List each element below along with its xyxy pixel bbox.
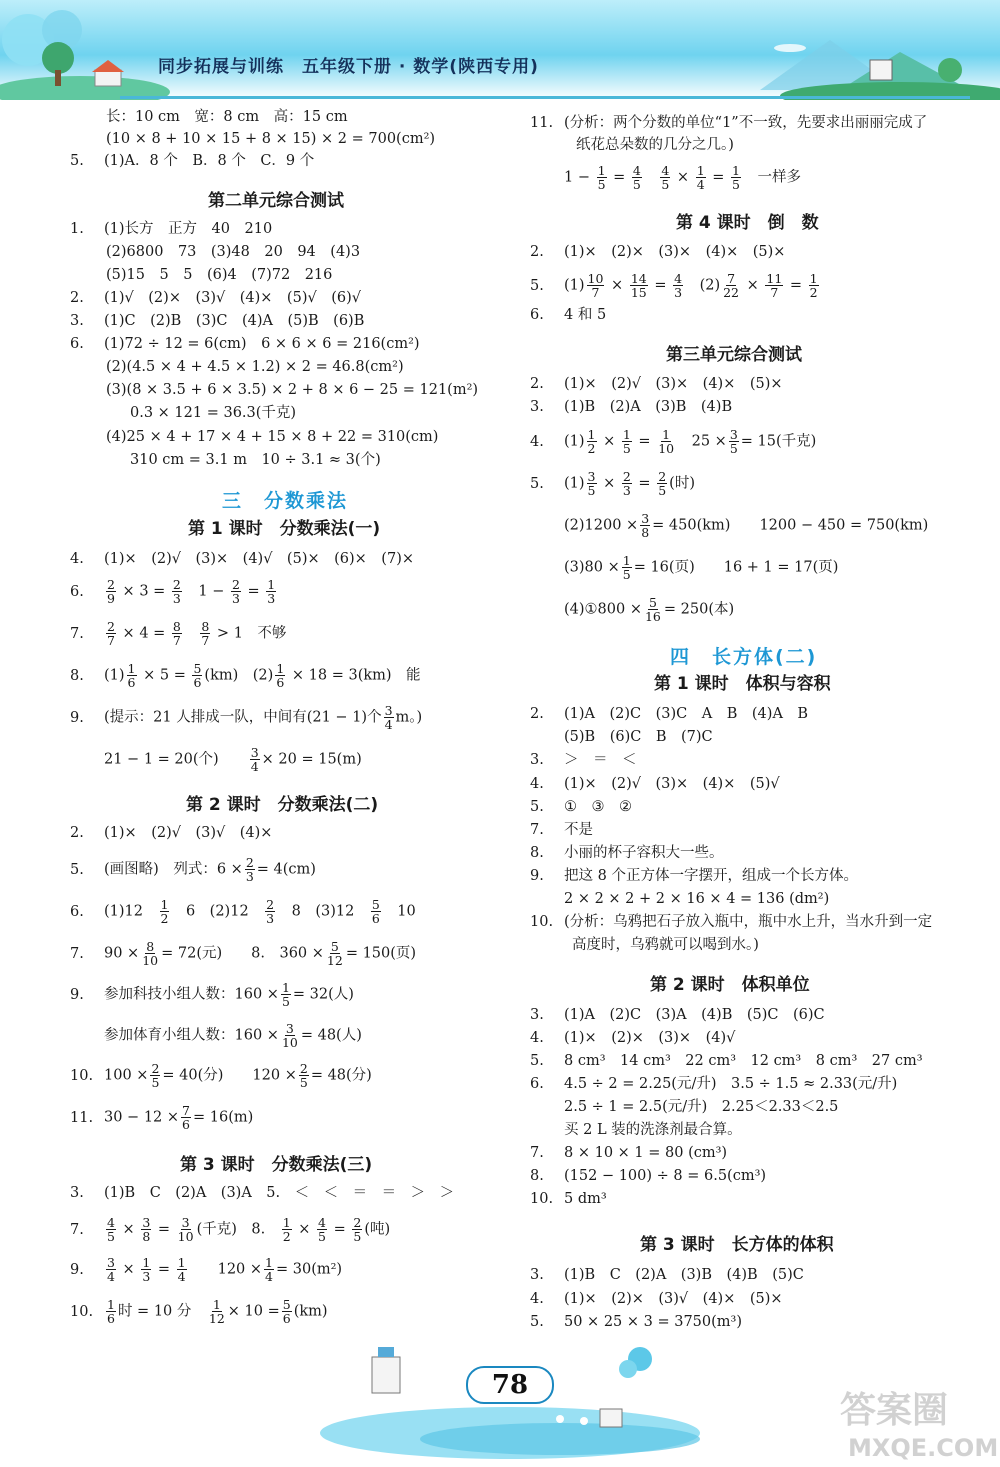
question-number: 8. <box>70 667 84 684</box>
answer-text: (1) $\frac{1}{2}$ × $\frac{1}{5}$ = $\frac{1}{10}$ 25 × $\frac{3}{5}$ = 15(千克) <box>564 427 817 456</box>
question-number: 1. <box>70 221 84 237</box>
question-number: 10. <box>70 1067 94 1084</box>
lesson-title: 第 4 课时 倒 数 <box>676 213 819 233</box>
page-header <box>0 0 1000 100</box>
answer-item-3 <box>70 312 364 330</box>
answer-item-6 <box>70 335 420 353</box>
question-number: 6. <box>70 336 84 352</box>
answer-line <box>70 1022 362 1049</box>
answer-line: 纸花总朵数的几分之几。) <box>576 137 734 153</box>
answer-text: $\frac{4}{5}$ × $\frac{3}{8}$ = $\frac{3}{10}$ (千克) 8. $\frac{1}{2}$ × $\frac{4}{5}$ = $\frac{2}{5}$ (吨) <box>107 1215 391 1244</box>
question-number: 9. <box>70 986 84 1003</box>
question-number: 2. <box>70 825 84 841</box>
answer-text: (1) $\frac{1}{6}$ × 5 = $\frac{5}{6}$ (km) (2) $\frac{1}{6}$ × 18 = 3(km) 能 <box>104 661 421 690</box>
question-number: 9. <box>70 709 84 726</box>
answer-text: (画图略) 列式：6 × $\frac{2}{3}$ = 4(cm) <box>104 855 316 884</box>
answer-text: 参加科技小组人数：160 × $\frac{1}{5}$ = 32(人) <box>104 980 354 1009</box>
question-number: 5. <box>530 1314 544 1330</box>
answer-text: 8 × 10 × 1 = 80 (cm³) <box>564 1145 728 1161</box>
answer-text: (1)12 $\frac{1}{2}$ 6 (2)12 $\frac{2}{3}$ 8 (3)12 $\frac{5}{6}$ 10 <box>104 897 416 926</box>
header-title: 同步拓展与训练 五年级下册 · 数学(陕西专用) <box>158 57 539 77</box>
answer-text: (1)A (2)C (3)A (4)B (5)C (6)C <box>564 1007 825 1023</box>
answer-item-8 <box>70 662 421 689</box>
question-number: 5. <box>70 861 84 878</box>
answer-text: (4)①800 × $\frac{5}{16}$ = 250(本) <box>564 595 735 624</box>
question-number: 5. <box>530 277 544 294</box>
answer-text: (分析：两个分数的单位“1”不一致，先要求出丽丽完成了 <box>564 115 928 131</box>
answer-text: (1) $\frac{3}{5}$ × $\frac{2}{3}$ = $\frac{2}{5}$ (时) <box>564 469 695 498</box>
answer-item-10 <box>70 1062 372 1089</box>
question-number: 2. <box>530 706 544 722</box>
answer-item-9 <box>530 867 858 885</box>
answer-line: 310 cm = 3.1 m 10 ÷ 3.1 ≈ 3(个) <box>130 452 381 468</box>
question-number: 4. <box>530 776 544 792</box>
answer-line <box>530 164 801 191</box>
answer-text: $\frac{2}{9}$ × 3 = $\frac{2}{3}$ 1 − $\frac{2}{3}$ = $\frac{1}{3}$ <box>107 577 276 606</box>
lesson-title: 第 2 课时 体积单位 <box>650 975 810 995</box>
answer-line: 长：10 cm 宽：8 cm 高：15 cm <box>106 109 348 125</box>
question-number: 4. <box>70 551 84 567</box>
answer-text: (1)× (2)× (3)× (4)√ <box>564 1030 736 1046</box>
question-number: 2. <box>530 376 544 392</box>
answer-item-3 <box>530 398 732 416</box>
answer-item-7 <box>70 1216 390 1243</box>
answer-text: 小丽的杯子容积大一些。 <box>564 845 724 861</box>
answer-item-3 <box>530 1266 804 1284</box>
question-number: 2. <box>530 244 544 260</box>
lesson-title: 第 1 课时 分数乘法(一) <box>188 519 381 539</box>
question-number: 5. <box>530 1053 544 1069</box>
answer-line: (2)(4.5 × 4 + 4.5 × 1.2) × 2 = 46.8(cm²) <box>106 359 404 375</box>
answer-item-5 <box>530 470 695 497</box>
answer-item-9 <box>70 1256 342 1283</box>
answer-text: (152 − 100) ÷ 8 = 6.5(cm³) <box>564 1168 767 1184</box>
question-number: 7. <box>70 1221 84 1238</box>
question-number: 4. <box>530 433 544 450</box>
question-number: 10. <box>70 1303 94 1320</box>
answer-item-6 <box>530 1075 897 1093</box>
answer-item-3 <box>70 1184 454 1202</box>
answer-item-5 <box>70 152 314 170</box>
question-number: 6. <box>70 583 84 600</box>
answer-item-7 <box>530 821 593 839</box>
answer-line: (5)15 5 5 (6)4 (7)72 216 <box>106 267 333 283</box>
answer-item-11 <box>530 114 927 132</box>
answer-text: ＞ ＝ ＜ <box>564 752 637 768</box>
answer-line <box>70 746 362 773</box>
answer-text: (3)80 × $\frac{1}{5}$ = 16(页) 16 + 1 = 17(页) <box>564 553 839 582</box>
question-number: 11. <box>70 1109 94 1126</box>
unit-title-3: 三 分数乘法 <box>222 490 349 512</box>
answer-text: (1)B C (2)A (3)A 5. ＜ ＜ ＝ ＝ ＞ ＞ <box>104 1185 455 1201</box>
question-number: 3. <box>70 313 84 329</box>
answer-item-11 <box>70 1104 253 1131</box>
lesson-title: 第 2 课时 分数乘法(二) <box>186 795 379 815</box>
answer-text: (1)× (2)√ (3)√ (4)× <box>104 825 273 841</box>
answer-line <box>530 512 928 539</box>
answer-text: (1)长方 正方 40 210 <box>104 221 273 237</box>
question-number: 5. <box>70 153 84 169</box>
answer-text: (1)A (2)C (3)C A B (4)A B <box>564 706 809 722</box>
lesson-title: 第 3 课时 长方体的体积 <box>640 1235 834 1255</box>
question-number: 3. <box>70 1185 84 1201</box>
answer-line: (2)6800 73 (3)48 20 94 (4)3 <box>106 244 361 260</box>
answer-line: (5)B (6)C B (7)C <box>564 729 713 745</box>
header-landscape-illustration <box>0 0 1000 100</box>
watermark-url: MXQE.COM <box>848 1434 999 1462</box>
answer-text: 90 × $\frac{8}{10}$ = 72(元) 8. 360 × $\frac{5}{12}$ = 150(页) <box>104 939 417 968</box>
answer-text: (2)1200 × $\frac{3}{8}$ = 450(km) 1200 − 450 = 750(km) <box>564 511 929 540</box>
answer-item-7 <box>70 620 286 647</box>
answer-text: $\frac{1}{6}$ 时 = 10 分 $\frac{1}{12}$ × 10 = $\frac{5}{6}$ (km) <box>107 1297 328 1326</box>
question-number: 3. <box>530 399 544 415</box>
section-title-unit3-test: 第三单元综合测试 <box>666 345 802 365</box>
answer-item-7 <box>70 940 416 967</box>
page-number: 78 <box>466 1366 554 1404</box>
answer-text: 5 dm³ <box>564 1191 607 1207</box>
answer-item-2 <box>70 824 272 842</box>
answer-text: (1)A．8 个 B．8 个 C．9 个 <box>104 153 315 169</box>
answer-text: 21 − 1 = 20(个) $\frac{3}{4}$ × 20 = 15(m) <box>104 745 362 774</box>
watermark-logo: 答案圈 <box>840 1390 949 1431</box>
answer-text: (1)72 ÷ 12 = 6(cm) 6 × 6 × 6 = 216(cm²) <box>104 336 420 352</box>
answer-line: (4)25 × 4 + 17 × 4 + 15 × 8 + 22 = 310(cm) <box>106 429 439 445</box>
question-number: 3. <box>530 1267 544 1283</box>
answer-item-9 <box>70 981 354 1008</box>
answer-item-4 <box>530 1029 735 1047</box>
answer-text: 不是 <box>564 822 593 838</box>
question-number: 10. <box>530 1191 554 1207</box>
answer-item-2 <box>530 375 783 393</box>
question-number: 2. <box>70 290 84 306</box>
answer-item-5 <box>530 798 632 816</box>
answer-text: ① ③ ② <box>564 799 632 815</box>
question-number: 11. <box>530 115 554 131</box>
answer-text: 30 − 12 × $\frac{7}{6}$ = 16(m) <box>104 1103 254 1132</box>
answer-item-5 <box>70 856 316 883</box>
answer-text: 100 × $\frac{2}{5}$ = 40(分) 120 × $\frac{2}{5}$ = 48(分) <box>104 1061 372 1090</box>
answer-text: $\frac{2}{7}$ × 4 = $\frac{8}{7}$ $\frac{8}{7}$ > 1 不够 <box>107 619 287 648</box>
answer-text: (1)× (2)√ (3)× (4)× (5)√ <box>564 776 780 792</box>
answer-item-6 <box>530 306 606 324</box>
question-number: 6. <box>530 1076 544 1092</box>
answer-item-8 <box>530 844 724 862</box>
answer-item-2 <box>70 289 361 307</box>
question-number: 9. <box>530 868 544 884</box>
lesson-title: 第 1 课时 体积与容积 <box>654 674 831 694</box>
answer-item-10 <box>530 913 932 931</box>
question-number: 4. <box>530 1291 544 1307</box>
answer-item-1 <box>70 220 272 238</box>
question-number: 5. <box>530 475 544 492</box>
answer-item-3 <box>530 1006 825 1024</box>
lesson-title: 第 3 课时 分数乘法(三) <box>180 1155 373 1175</box>
answer-item-6 <box>70 898 416 925</box>
answer-item-10 <box>530 1190 607 1208</box>
answer-text: (1)√ (2)× (3)√ (4)× (5)√ (6)√ <box>104 290 361 306</box>
answer-item-4 <box>530 1290 783 1308</box>
answer-item-7 <box>530 1144 727 1162</box>
answer-item-5 <box>530 1052 923 1070</box>
answer-text: 4 和 5 <box>564 307 607 323</box>
answer-text: (1)× (2)× (3)× (4)× (5)× <box>564 244 786 260</box>
question-number: 9. <box>70 1261 84 1278</box>
question-number: 8. <box>530 845 544 861</box>
section-title-unit2-test: 第二单元综合测试 <box>208 191 344 211</box>
question-number: 7. <box>70 625 84 642</box>
answer-item-5 <box>530 1313 742 1331</box>
question-number: 6. <box>70 903 84 920</box>
answer-item-6 <box>70 578 278 605</box>
answer-text: (1)× (2)× (3)√ (4)× (5)× <box>564 1291 783 1307</box>
question-number: 3. <box>530 1007 544 1023</box>
answer-item-2 <box>530 705 808 723</box>
answer-text: (1)C (2)B (3)C (4)A (5)B (6)B <box>104 313 365 329</box>
answer-text: 8 cm³ 14 cm³ 22 cm³ 12 cm³ 8 cm³ 27 cm³ <box>564 1053 923 1069</box>
answer-text: 把这 8 个正方体一字摆开，组成一个长方体。 <box>564 868 858 884</box>
answer-text: (分析：乌鸦把石子放入瓶中，瓶中水上升，当水升到一定 <box>564 914 933 930</box>
answer-text: 1 − $\frac{1}{5}$ = $\frac{4}{5}$ $\frac{4}{5}$ × $\frac{1}{4}$ = $\frac{1}{5}$ 一样多 <box>564 163 801 192</box>
answer-line: 2 × 2 × 2 + 2 × 16 × 4 = 136 (dm²) <box>564 891 830 907</box>
answer-text: (1)B (2)A (3)B (4)B <box>564 399 733 415</box>
question-number: 7. <box>530 822 544 838</box>
answer-text: (1)× (2)√ (3)× (4)√ (5)× (6)× (7)× <box>104 551 415 567</box>
answer-text: 50 × 25 × 3 = 3750(m³) <box>564 1314 743 1330</box>
answer-item-9 <box>70 704 422 731</box>
answer-line: 买 2 L 装的洗涤剂最合算。 <box>564 1122 742 1138</box>
question-number: 10. <box>530 914 554 930</box>
answer-line <box>530 596 734 623</box>
answer-text: 4.5 ÷ 2 = 2.25(元/升) 3.5 ÷ 1.5 ≈ 2.33(元/升) <box>564 1076 898 1092</box>
answer-text: (提示：21 人排成一队，中间有(21 − 1)个 $\frac{3}{4}$ m。) <box>104 703 423 732</box>
question-number: 7. <box>530 1145 544 1161</box>
answer-item-8 <box>530 1167 766 1185</box>
answer-text: (1) $\frac{10}{7}$ × $\frac{14}{15}$ = $\frac{4}{3}$ (2) $\frac{7}{22}$ × $\frac{11}{7}$ = $\frac{1}{2}$ <box>564 271 818 300</box>
question-number: 4. <box>530 1030 544 1046</box>
answer-text: (1)B C (2)A (3)B (4)B (5)C <box>564 1267 804 1283</box>
answer-item-5 <box>530 272 821 299</box>
answer-line: 高度时，乌鸦就可以喝到水。) <box>572 937 759 953</box>
answer-text: 参加体育小组人数：160 × $\frac{3}{10}$ = 48(人) <box>104 1021 362 1050</box>
answer-item-3 <box>530 751 637 769</box>
question-number: 6. <box>530 307 544 323</box>
answer-line: (3)(8 × 3.5 + 6 × 3.5) × 2 + 8 × 6 − 25 = 121(m²) <box>106 382 479 398</box>
answer-item-4 <box>70 550 414 568</box>
question-number: 8. <box>530 1168 544 1184</box>
answer-line: (10 × 8 + 10 × 15 + 8 × 15) × 2 = 700(cm²) <box>106 131 436 147</box>
answer-line <box>530 554 838 581</box>
answer-text: (1)× (2)√ (3)× (4)× (5)× <box>564 376 783 392</box>
question-number: 7. <box>70 945 84 962</box>
question-number: 3. <box>530 752 544 768</box>
unit-title-4: 四 长方体(二) <box>670 646 818 668</box>
header-divider <box>120 96 970 99</box>
answer-line: 2.5 ÷ 1 = 2.5(元/升) 2.25＜2.33＜2.5 <box>564 1099 839 1115</box>
answer-line: 0.3 × 121 = 36.3(千克) <box>130 405 297 421</box>
answer-item-2 <box>530 243 785 261</box>
question-number: 5. <box>530 799 544 815</box>
answer-item-4 <box>530 428 816 455</box>
answer-item-4 <box>530 775 780 793</box>
answer-item-10 <box>70 1298 328 1325</box>
answer-text: $\frac{3}{4}$ × $\frac{1}{3}$ = $\frac{1}{4}$ 120 × $\frac{1}{4}$ = 30(m²) <box>107 1255 343 1284</box>
